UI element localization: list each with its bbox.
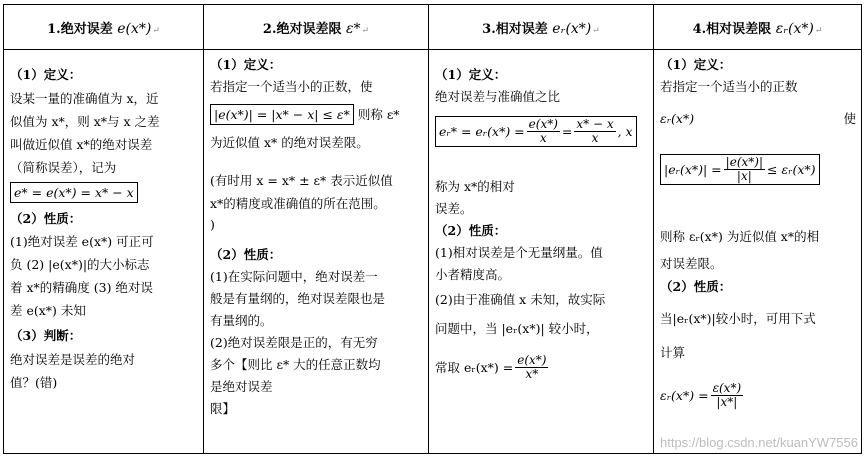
text-fragment: 则称 ε* bbox=[353, 107, 400, 122]
text-line: 当|eᵣ(x*)|较小时，可用下式 bbox=[660, 311, 816, 326]
header-relative-error: 3.相对误差 eᵣ(x*)↵ bbox=[429, 5, 654, 50]
header-label: 相对误差限 bbox=[706, 21, 772, 37]
text-line: 若指定一个适当小的正数，使 bbox=[210, 79, 373, 94]
header-num: 1. bbox=[47, 21, 61, 37]
definition-title: （1）定义： bbox=[435, 67, 507, 82]
fraction bbox=[574, 118, 615, 145]
cell-absolute-error bbox=[4, 50, 204, 454]
header-math: εᵣ(x*) bbox=[775, 20, 814, 37]
formula-lhs: eᵣ* = eᵣ(x*) = bbox=[439, 124, 525, 139]
header-num: 4. bbox=[692, 21, 707, 37]
calc-lhs: εᵣ(x*) = bbox=[660, 388, 709, 403]
header-relative-error-limit: 4.相对误差限 εᵣ(x*)↵ bbox=[654, 5, 862, 50]
definition-title: （1）定义： bbox=[10, 67, 82, 82]
text-line: 有量纲的。 bbox=[210, 313, 273, 328]
watermark: https://blog.csdn.net/kuanYW7556 bbox=[659, 435, 858, 450]
header-num: 3. bbox=[482, 21, 496, 37]
text-line: 误差。 bbox=[435, 201, 473, 216]
text-line: 设某一量的准确值为 x，近 bbox=[10, 91, 159, 106]
text-line: (1)相对误差是个无量纲量。值 bbox=[435, 245, 603, 260]
text-line: 着 x*的精确度 (3) 绝对误 bbox=[10, 280, 153, 295]
header-math: eᵣ(x*) bbox=[552, 20, 592, 37]
text-line: 差 e(x*) 未知 bbox=[10, 303, 86, 318]
text-line: (2)由于准确值 x 未知，故实际 bbox=[435, 292, 606, 307]
text-line: 绝对误差是误差的绝对 bbox=[10, 352, 136, 367]
fraction-denominator: |x| bbox=[736, 169, 752, 183]
formula-box: |e(x*)| = |x* − x| ≤ ε* bbox=[210, 104, 354, 125]
text-line: (1)在实际问题中，绝对误差一 bbox=[210, 269, 378, 284]
equals-sign: = bbox=[561, 124, 573, 139]
text-line: (有时用 x = x* ± ε* 表示近似值 bbox=[210, 173, 393, 188]
text-line: x*的精度或准确值的所在范围。 bbox=[210, 196, 386, 211]
header-absolute-error: 1.绝对误差 e(x*)↵ bbox=[4, 5, 204, 50]
fraction-numerator: e(x*) bbox=[517, 353, 547, 367]
text-line: 称为 x*的相对 bbox=[435, 179, 515, 194]
formula-tail: , x bbox=[617, 124, 633, 139]
text-line: 小者精度高。 bbox=[435, 267, 511, 282]
fraction-numerator: e(x*) bbox=[528, 117, 558, 131]
text-line: 似值为 x*，则 x*与 x 之差 bbox=[10, 114, 160, 129]
header-label: 相对误差 bbox=[495, 21, 548, 37]
content-row bbox=[4, 50, 862, 454]
text-line: 负 (2) |e(x*)|的大小标志 bbox=[10, 257, 150, 272]
properties-title: （2）性质： bbox=[210, 247, 282, 262]
fraction bbox=[711, 382, 744, 409]
text-line: 若指定一个适当小的正数 bbox=[660, 79, 798, 94]
header-math: e(x*) bbox=[117, 20, 152, 37]
header-absolute-error-limit: 2.绝对误差限 ε*↵ bbox=[204, 5, 429, 50]
fraction bbox=[724, 156, 765, 183]
text-line: 问题中，当 |eᵣ(x*)| 较小时， bbox=[435, 321, 599, 336]
text-line: ) bbox=[210, 217, 215, 232]
text-line: 限】 bbox=[210, 401, 236, 416]
text-line: 般是有量纲的，绝对误差限也是 bbox=[210, 291, 386, 306]
fraction-denominator: x bbox=[539, 131, 547, 145]
fraction-denominator: x* bbox=[525, 367, 539, 381]
formula-box bbox=[435, 116, 637, 147]
text-line: 多个【则比 ε* 大的任意正数均 bbox=[210, 357, 381, 372]
cell-relative-error-limit bbox=[654, 50, 862, 454]
fraction-denominator: x bbox=[591, 131, 599, 145]
text-line: 为近似值 x* 的绝对误差限。 bbox=[210, 135, 369, 150]
text-line: (1)绝对误差 e(x*) 可正可 bbox=[10, 234, 154, 249]
text-line: 计算 bbox=[660, 345, 686, 360]
text-line: 则称 εᵣ(x*) 为近似值 x*的相 bbox=[660, 229, 820, 244]
fraction-numerator: x* − x bbox=[576, 117, 614, 131]
fraction bbox=[515, 354, 548, 381]
definition-title: （1）定义： bbox=[660, 57, 732, 72]
text-fragment: 使 bbox=[843, 111, 856, 126]
fraction bbox=[527, 118, 560, 145]
text-line: （简称误差），记为 bbox=[10, 160, 117, 175]
formula-lhs: |eᵣ(x*)| = bbox=[664, 162, 722, 177]
header-num: 2. bbox=[262, 21, 277, 37]
fraction-denominator: |x*| bbox=[716, 395, 738, 409]
fraction-numerator: ε(x*) bbox=[712, 381, 742, 395]
cell-absolute-error-limit bbox=[204, 50, 429, 454]
text-line: 对误差限。 bbox=[660, 256, 723, 271]
text-line: 是绝对误差 bbox=[210, 379, 273, 394]
properties-title: （2）性质： bbox=[435, 223, 507, 238]
judgement-title: （3）判断： bbox=[10, 328, 82, 343]
header-row bbox=[4, 5, 862, 50]
comparison-table bbox=[3, 4, 862, 454]
math-inline: εᵣ(x*) bbox=[660, 111, 695, 126]
definition-title: （1）定义： bbox=[210, 57, 282, 72]
text-line: (2)绝对误差限是正的，有无穷 bbox=[210, 335, 378, 350]
header-label: 绝对误差 bbox=[60, 21, 113, 37]
header-label: 绝对误差限 bbox=[276, 21, 342, 37]
fraction-numerator: |e(x*)| bbox=[725, 155, 763, 169]
approx-lhs: 常取 eᵣ(x*) = bbox=[435, 360, 514, 375]
properties-title: （2）性质： bbox=[660, 279, 732, 294]
text-line: 值？(错) bbox=[10, 375, 58, 390]
text-line: 叫做近似值 x*的绝对误差 bbox=[10, 137, 153, 152]
formula-box bbox=[660, 154, 820, 185]
formula-rhs: ≤ εᵣ(x*) bbox=[767, 162, 816, 177]
text-line: 绝对误差与准确值之比 bbox=[435, 89, 561, 104]
header-math: ε* bbox=[346, 20, 361, 37]
properties-title: （2）性质： bbox=[10, 211, 82, 226]
formula-box: e* = e(x*) = x* − x bbox=[10, 182, 138, 203]
cell-relative-error bbox=[429, 50, 654, 454]
